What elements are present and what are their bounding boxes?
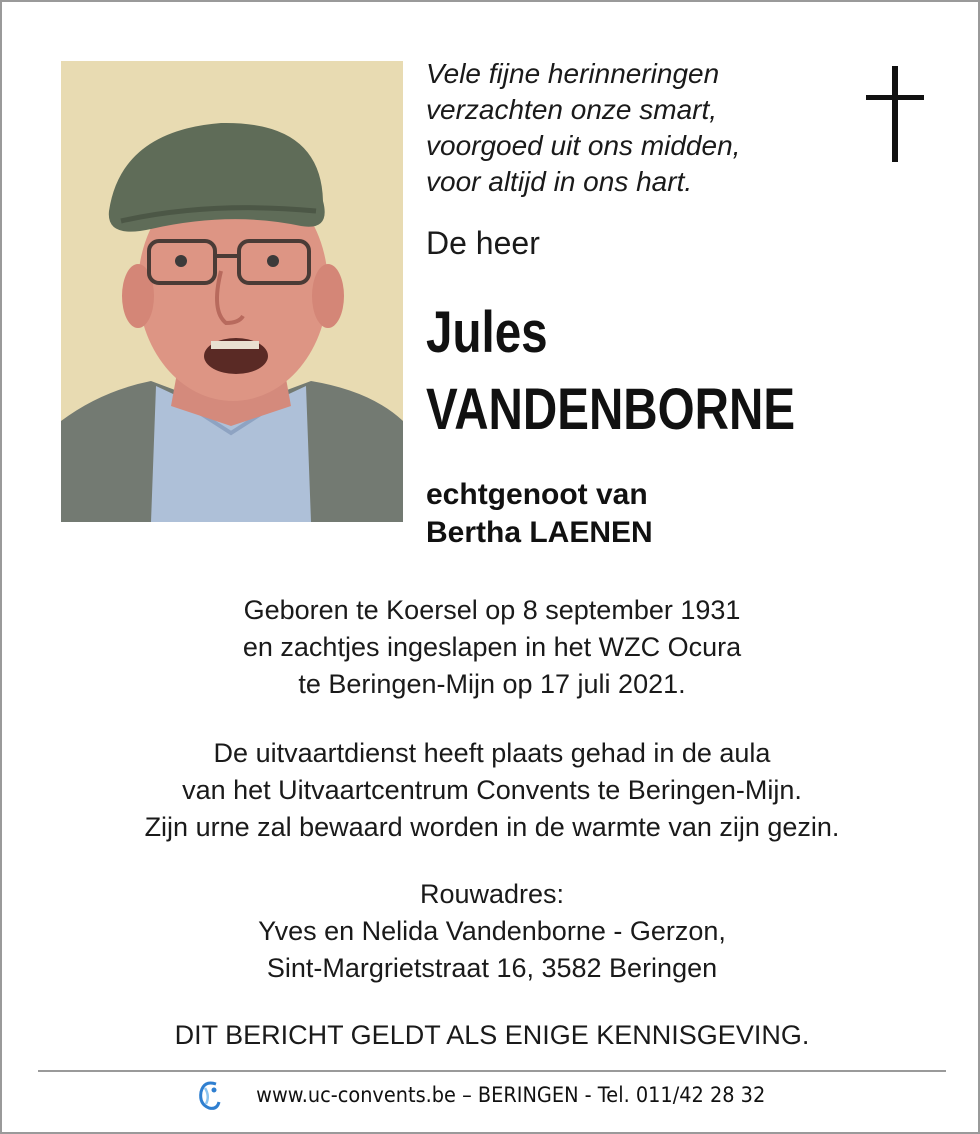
text-line: De uitvaartdienst heeft plaats gehad in de aula — [213, 738, 771, 768]
poem-line: voorgoed uit ons midden, — [426, 130, 741, 161]
poem-line: Vele fijne herinneringen — [426, 58, 720, 89]
memorial-poem — [426, 56, 856, 200]
portrait-photo — [61, 61, 403, 522]
birth-death-info — [2, 592, 980, 703]
funeral-home-footer — [2, 1078, 980, 1112]
spouse-label: echtgenoot van — [426, 478, 648, 511]
text-line: Geboren te Koersel op 8 september 1931 — [243, 595, 741, 625]
footer-divider — [38, 1070, 946, 1072]
deceased-first-name: Jules — [426, 300, 548, 365]
poem-line: voor altijd in ons hart. — [426, 166, 693, 197]
address-line: Yves en Nelida Vandenborne - Gerzon, — [258, 916, 726, 946]
deceased-last-name: VANDENBORNE — [426, 377, 796, 442]
spouse-info — [426, 476, 653, 552]
official-notice: DIT BERICHT GELDT ALS ENIGE KENNISGEVING. — [174, 1020, 810, 1050]
text-line: van het Uitvaartcentrum Convents te Beringen-Mijn. — [182, 775, 802, 805]
address-line: Sint-Margrietstraat 16, 3582 Beringen — [266, 953, 718, 983]
address-label: Rouwadres: — [419, 879, 565, 909]
cross-icon — [866, 66, 924, 162]
text-line: Zijn urne zal bewaard worden in de warmte van zijn gezin. — [144, 812, 840, 842]
spouse-name: Bertha LAENEN — [426, 516, 653, 549]
funeral-service-info — [2, 735, 980, 846]
footer-contact: www.uc-convents.be – BERINGEN - Tel. 011/42 28 32 — [256, 1083, 766, 1107]
text-line: en zachtjes ingeslapen in het WZC Ocura — [242, 632, 742, 662]
uc-logo-icon — [196, 1078, 222, 1112]
mourning-address — [2, 876, 980, 987]
honorific: De heer — [426, 225, 540, 261]
poem-line: verzachten onze smart, — [426, 94, 718, 125]
text-line: te Beringen-Mijn op 17 juli 2021. — [298, 669, 686, 699]
